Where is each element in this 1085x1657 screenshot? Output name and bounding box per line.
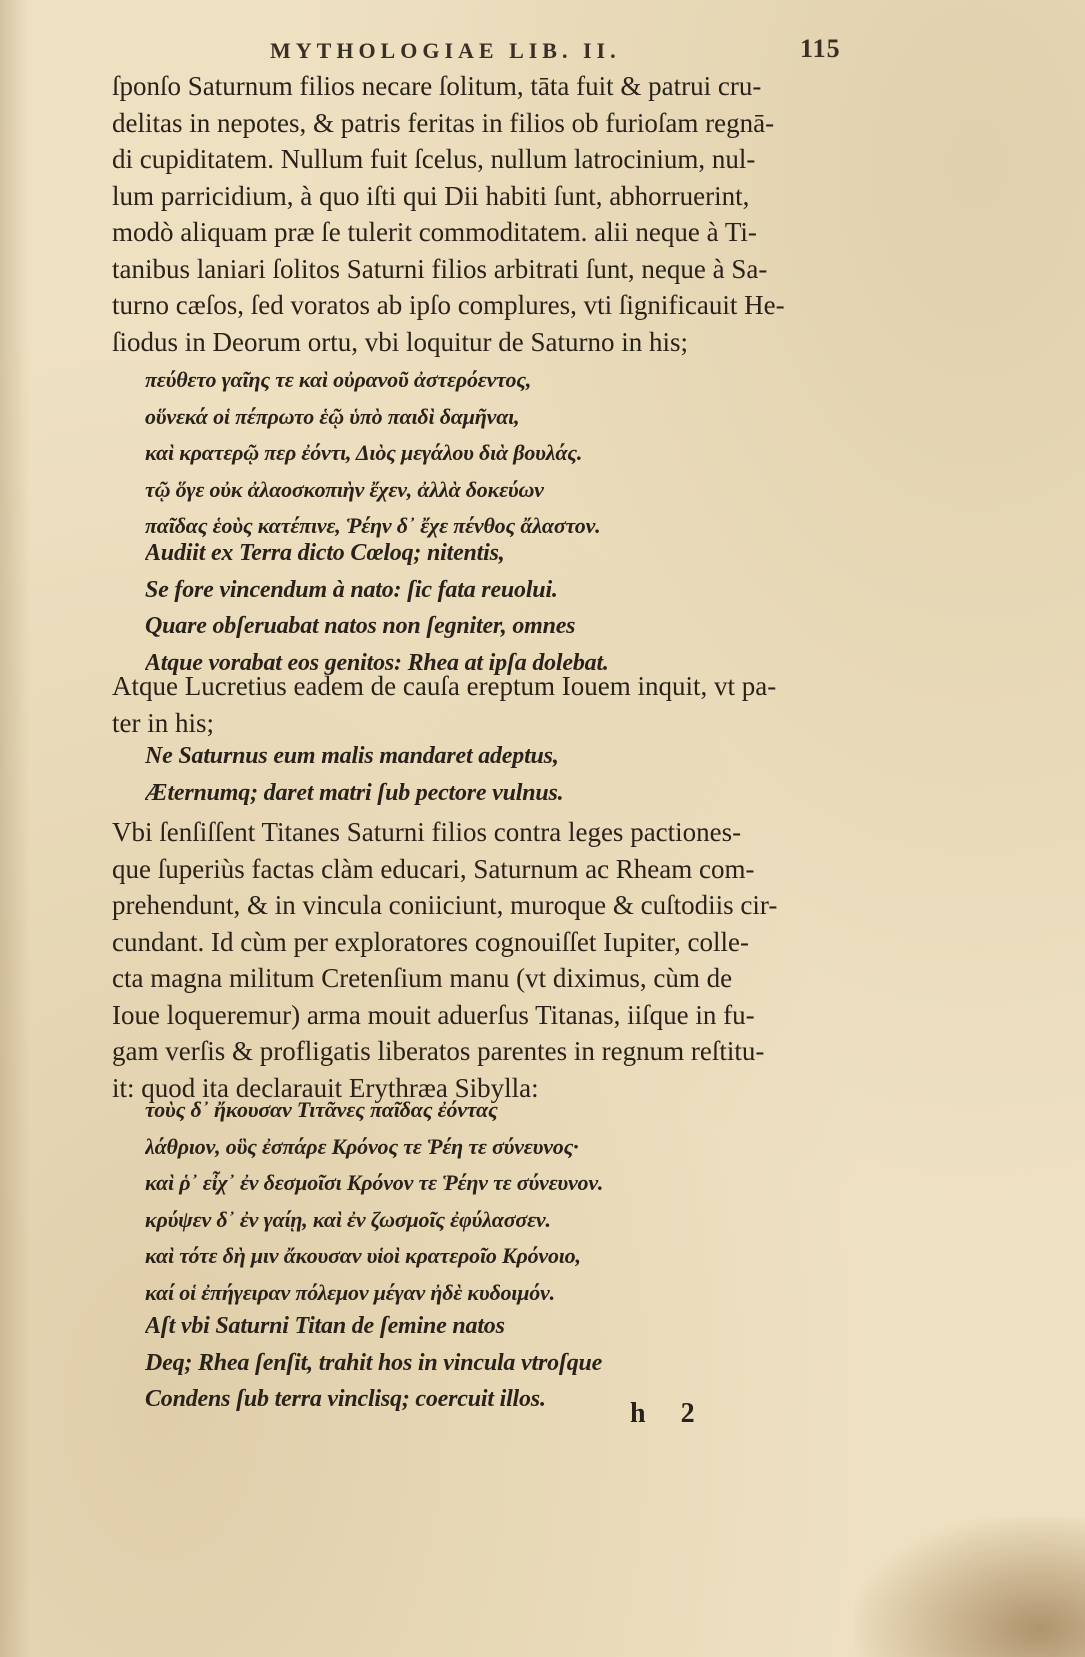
- greek-verse-2: [145, 1092, 845, 1311]
- prose-paragraph-1: [112, 68, 852, 360]
- text-line: que ſuperiùs factas clàm educari, Saturnum ac Rheam com-: [112, 853, 755, 884]
- verse-line: κρύψεν δ᾽ ἐν γαίῃ, καὶ ἐν ζωσμοῖς ἐφύλασσεν.: [145, 1206, 551, 1232]
- text-line: it: quod ita declarauit Erythræa Sibylla:: [112, 1072, 539, 1103]
- text-line: lum parricidium, à quo iſti qui Dii habiti ſunt, abhorruerint,: [112, 180, 750, 211]
- verse-line: καί οἱ ἐπήγειραν πόλεμον μέγαν ἠδὲ κυδοιμόν.: [145, 1279, 555, 1305]
- text-line: Atque Lucretius eadem de cauſa ereptum Iouem inquit, vt pa-: [112, 671, 777, 701]
- text-line: Vbi ſenſiſſent Titanes Saturni filios contra leges pactiones-: [112, 817, 742, 847]
- verse-line: λάθριον, οὓς ἐσπάρε Κρόνος τε Ῥέη τε σύνευνος·: [145, 1133, 579, 1159]
- verse-line: τῷ ὅγε οὐκ ἀλαοσκοπιὴν ἔχεν, ἀλλὰ δοκεύων: [145, 476, 544, 502]
- verse-line: Deq; Rhea ſenſit, trahit hos in vincula vtroſque: [145, 1349, 603, 1376]
- page-number: 115: [800, 34, 841, 63]
- verse-line: καὶ τότε δὴ μιν ἄκουσαν υἱοὶ κρατεροῖο Κρόνοιο,: [145, 1243, 581, 1268]
- prose-paragraph-2: [112, 668, 852, 741]
- verse-line: Se fore vincendum à nato: ſic fata reuolui.: [145, 576, 558, 603]
- signature-mark: h 2: [630, 1398, 709, 1429]
- verse-line: καὶ κρατερῷ περ ἐόντι, Διὸς μεγάλου διὰ βουλάς.: [145, 440, 583, 465]
- verse-line: Audiit ex Terra dicto Cœloq; nitentis,: [145, 540, 505, 566]
- text-line: cundant. Id cùm per exploratores cognouiſſet Iupiter, colle-: [112, 926, 749, 957]
- water-stain: [855, 1517, 1085, 1657]
- text-line: di cupiditatem. Nullum fuit ſcelus, nullum latrocinium, nul-: [112, 144, 756, 174]
- text-line: Ioue loqueremur) arma mouit aduerſus Titanas, iiſque in fu-: [112, 999, 755, 1030]
- verse-line: Atque vorabat eos genitos: Rhea at ipſa dolebat.: [145, 649, 609, 676]
- text-line: ſiodus in Deorum ortu, vbi loquitur de Saturno in his;: [112, 326, 688, 357]
- text-line: turno cæſos, ſed voratos ab ipſo complures, vti ſignificauit He-: [112, 290, 785, 320]
- text-line: ſponſo Saturnum filios necare ſolitum, tāta fuit & patrui cru-: [112, 71, 762, 101]
- verse-line: παῖδας ἑοὺς κατέπινε, Ῥέην δ᾽ ἔχε πένθος ἄλαστον.: [145, 513, 601, 538]
- text-line: delitas in nepotes, & patris feritas in filios ob furioſam regnā-: [112, 107, 775, 138]
- verse-line: οὕνεκά οἱ πέπρωτο ἑῷ ὑπὸ παιδὶ δαμῆναι,: [145, 403, 520, 429]
- text-line: tanibus laniari ſolitos Saturni filios arbitrati ſunt, neque à Sa-: [112, 253, 768, 284]
- text-line: ter in his;: [112, 707, 214, 738]
- verse-line: καὶ ῥ᾽ εἶχ᾽ ἐν δεσμοῖσι Κρόνον τε Ῥέην τε σύνευνον.: [145, 1170, 604, 1195]
- running-header: MYTHOLOGIAE LIB. II.: [270, 38, 621, 63]
- verse-line: Ne Saturnus eum malis mandaret adeptus,: [145, 743, 559, 769]
- text-line: modò aliquam præ ſe tulerit commoditatem. alii neque à Ti-: [112, 217, 757, 247]
- verse-line: Condens ſub terra vinclisq; coercuit illos.: [145, 1386, 546, 1412]
- verse-line: Aſt vbi Saturni Titan de ſemine natos: [145, 1313, 505, 1339]
- verse-line: Quare obſeruabat natos non ſegniter, omnes: [145, 613, 576, 639]
- latin-verse-3: [145, 1308, 845, 1418]
- latin-verse-2: [145, 738, 845, 811]
- text-line: gam verſis & profligatis liberatos parentes in regnum reſtitu-: [112, 1036, 765, 1066]
- verse-line: Æternumq; daret matri ſub pectore vulnus.: [145, 779, 564, 806]
- text-line: prehendunt, & in vincula coniiciunt, muroque & cuſtodiis cir-: [112, 890, 778, 920]
- verse-line: πεύθετο γαῖης τε καὶ οὐρανοῦ ἀστερόεντος,: [145, 367, 532, 392]
- verse-line: τοὺς δ᾽ ἤκουσαν Τιτᾶνες παῖδας ἐόντας: [145, 1097, 498, 1122]
- greek-verse-1: [145, 362, 845, 545]
- text-line: cta magna militum Cretenſium manu (vt diximus, cùm de: [112, 963, 733, 993]
- latin-verse-1: [145, 535, 845, 681]
